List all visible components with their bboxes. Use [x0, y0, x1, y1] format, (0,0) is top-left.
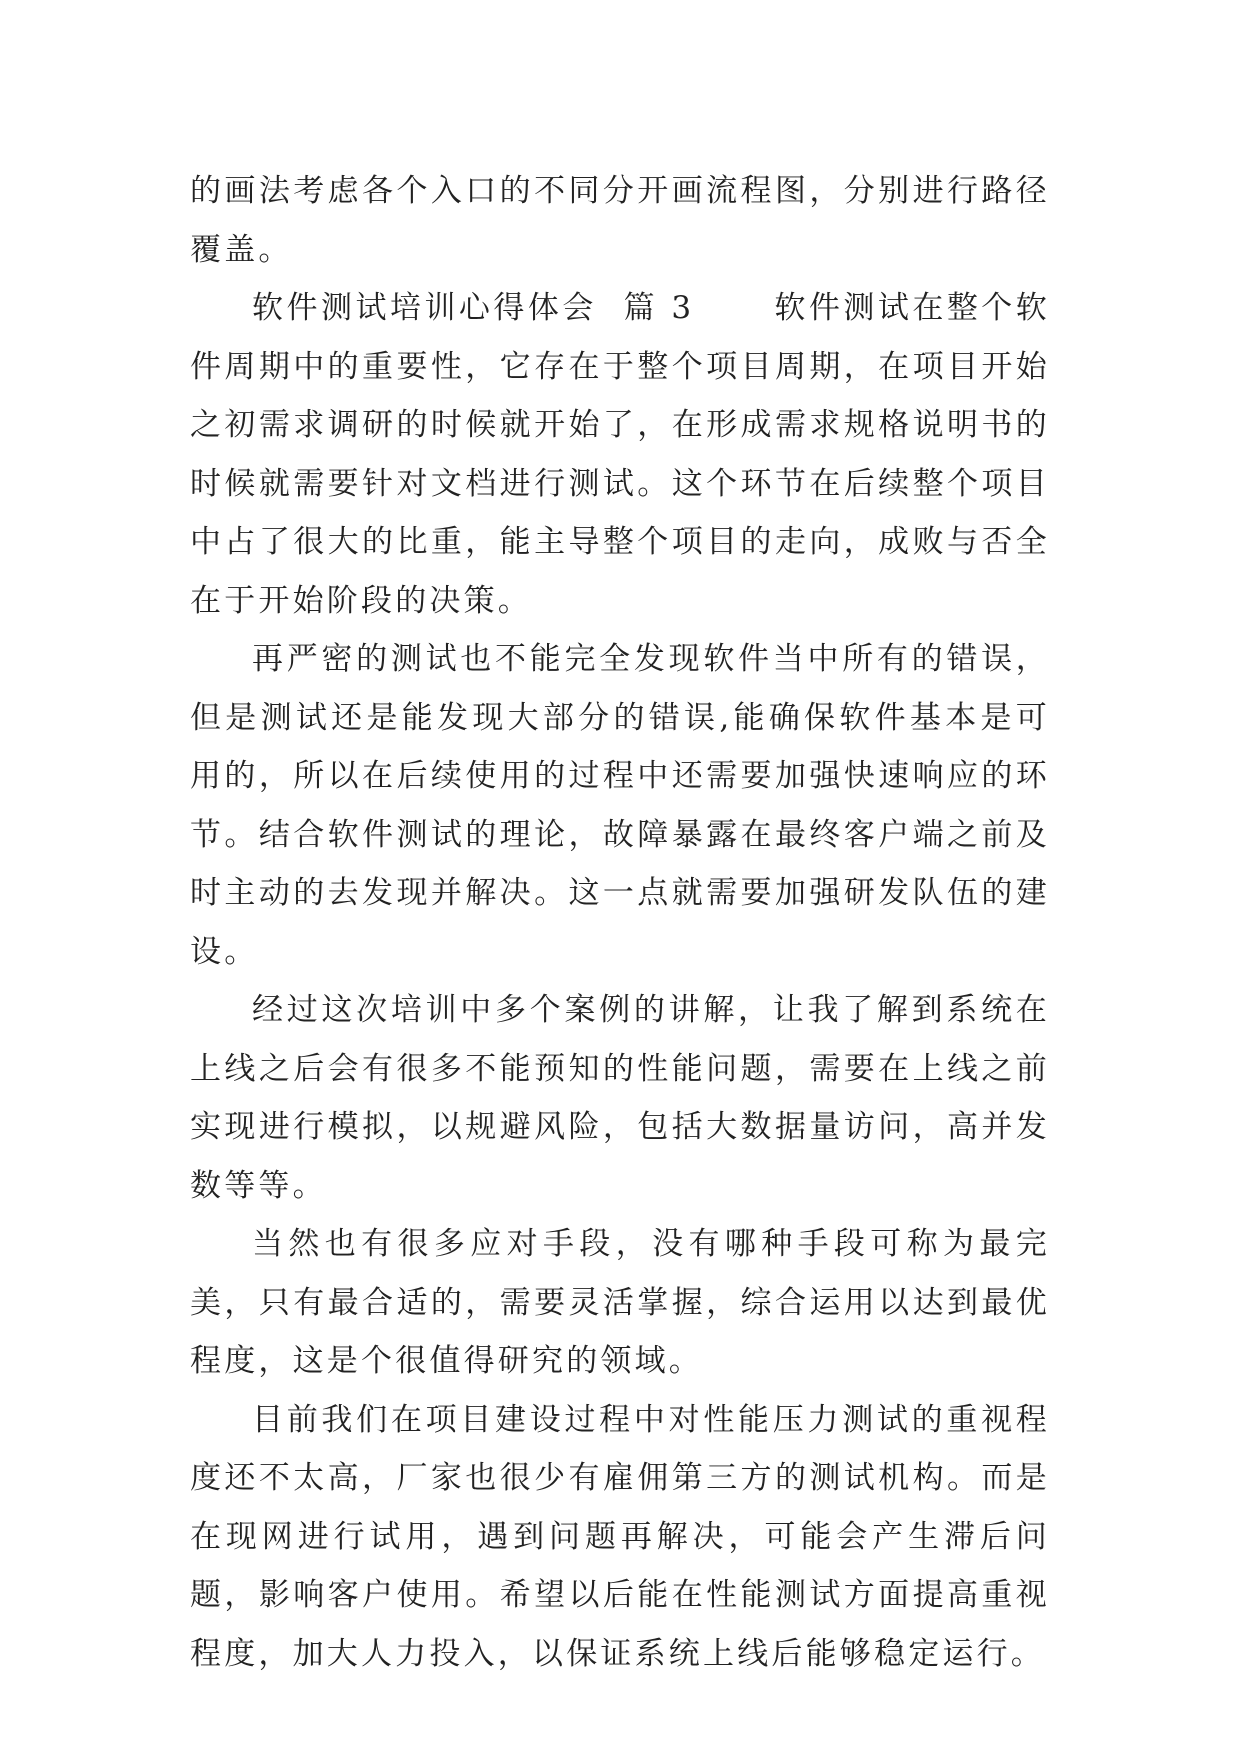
paragraph-text: 再严密的测试也不能完全发现软件当中所有的错误，但是测试还是能发现大部分的错误,能确保软件基本是可用的，所以在后续使用的过程中还需要加强快速响应的环节。结合软件测试的理论，故障暴露在最终客户端之前及时主动的去发现并解决。这一点就需要加强研发队伍的建设。: [190, 641, 1050, 970]
paragraph: [190, 630, 1050, 981]
paragraph-text: 目前我们在项目建设过程中对性能压力测试的重视程度还不太高，厂家也很少有雇佣第三方的测试机构。而是在现网进行试用，遇到问题再解决，可能会产生滞后问题，影响客户使用。希望以后能在性能测试方面提高重视程度，加大人力投入，以保证系统上线后能够稳定运行。: [190, 1401, 1050, 1672]
paragraph-text: 经过这次培训中多个案例的讲解，让我了解到系统在上线之后会有很多不能预知的性能问题，需要在上线之前实现进行模拟，以规避风险，包括大数据量访问，高并发数等等。: [190, 992, 1050, 1204]
paragraph: [190, 1215, 1050, 1391]
paragraph: [190, 981, 1050, 1215]
section-heading: 软件测试培训心得体会 篇 3: [252, 290, 775, 326]
paragraph-text: 软件测试在整个软件周期中的重要性，它存在于整个项目周期，在项目开始之初需求调研的时候就开始了，在形成需求规格说明书的时候就需要针对文档进行测试。这个环节在后续整个项目中占了很大的比重，能主导整个项目的走向，成败与否全在于开始阶段的决策。: [190, 290, 1050, 619]
paragraph-section-3: [190, 279, 1050, 630]
paragraph-text: 的画法考虑各个入口的不同分开画流程图，分别进行路径覆盖。: [190, 173, 1050, 268]
paragraph-continuation: [190, 162, 1050, 279]
paragraph: [190, 1391, 1050, 1684]
document-body: [190, 162, 1050, 1683]
paragraph-text: 当然也有很多应对手段，没有哪种手段可称为最完美，只有最合适的，需要灵活掌握，综合运用以达到最优程度，这是个很值得研究的领域。: [190, 1226, 1050, 1379]
